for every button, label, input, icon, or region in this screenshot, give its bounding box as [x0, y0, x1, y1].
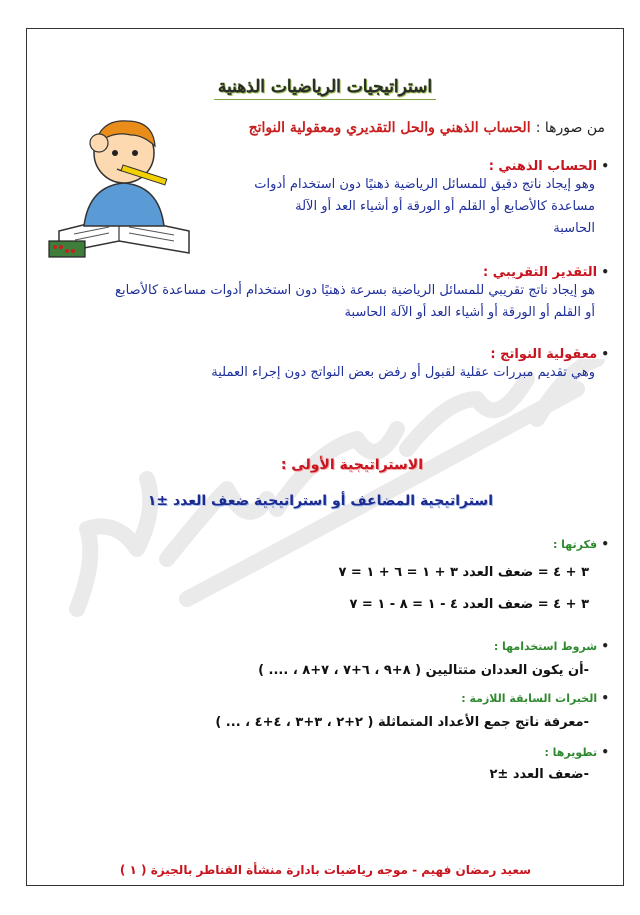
section-mental-arithmetic [189, 155, 609, 240]
text-line: أو القلم أو الورقة أو أشياء العد أو الآلة الحاسبة [344, 305, 595, 320]
section-heading: الحساب الذهني : [488, 159, 598, 174]
text-line: هو إيجاد ناتج تقريبي للمسائل الرياضية بسرعة ذهنيًا دون استخدام أدوات مساعدة كالأصابع [115, 283, 595, 298]
prior-line: -معرفة ناتج جمع الأعداد المتماثلة ( ٢+٢ ، ٣+٣ ، ٤+٤ ، ... ) [215, 715, 589, 730]
conditions-heading-row [494, 635, 609, 654]
page-footer: سعيد رمضان فهيم - موجه رياضيات بادارة منشأة القناطر بالجيزة ( ١ ) [119, 863, 531, 877]
bullet-dot: • [597, 159, 609, 173]
section-heading: التقدير التقريبي : [482, 265, 598, 280]
prior-heading: الخبرات السابقة اللازمة : [461, 692, 598, 705]
bullet-dot: • [597, 265, 609, 279]
idea-equation-1: ٣ + ٤ = ضعف العدد ٣ + ١ = ٦ + ١ = ٧ [338, 565, 589, 580]
page-title: استراتيجيات الرياضيات الذهنية [27, 77, 623, 97]
section-heading: معقولية النواتج : [490, 347, 598, 362]
idea-heading-row [553, 533, 609, 552]
intro-label: من صورها : [535, 120, 605, 136]
bullet-dot: • [597, 639, 609, 653]
strategy-name: استراتيجية المضاعف أو استراتيجية ضعف العدد ±١ [147, 493, 493, 509]
development-heading: تطويرها : [544, 746, 598, 759]
section-text [189, 174, 609, 240]
watermark-signature [57, 359, 617, 619]
section-text [49, 362, 609, 384]
text-line: مساعدة كالأصابع أو القلم أو الورقة أو أشياء العد أو الآلة [295, 199, 595, 214]
intro-line [185, 117, 605, 136]
text-line: وهو إيجاد ناتج دقيق للمسائل الرياضية ذهنيًا دون استخدام أدوات [254, 177, 595, 192]
development-line: -ضعف العدد ±٢ [489, 767, 589, 782]
conditions-line: -أن يكون العددان متتاليين ( ٨+٩ ، ٦+٧ ، ٧+٨ ، .... ) [258, 663, 589, 678]
worksheet-page [26, 28, 624, 886]
development-heading-row [544, 741, 609, 760]
boy-studying-illustration [39, 91, 199, 261]
bullet-dot: • [597, 347, 609, 361]
intro-value: الحساب الذهني والحل التقديري ومعقولية النواتج [248, 120, 531, 136]
section-reasonableness [49, 343, 609, 384]
bullet-dot: • [597, 691, 609, 705]
idea-equation-2: ٣ + ٤ = ضعف العدد ٤ - ١ = ٨ - ١ = ٧ [349, 597, 589, 612]
bullet-dot: • [597, 537, 609, 551]
strategy-label: الاستراتيجية الأولى : [280, 457, 423, 473]
section-text [49, 280, 609, 324]
conditions-heading: شروط استخدامها : [493, 640, 598, 653]
idea-heading: فكرتها : [552, 538, 598, 551]
prior-heading-row [461, 687, 609, 706]
bullet-dot: • [597, 745, 609, 759]
text-line: الحاسبة [553, 221, 595, 236]
section-estimation [49, 261, 609, 324]
text-line: وهي تقديم مبررات عقلية لقبول أو رفض بعض النواتج دون إجراء العملية [211, 365, 595, 380]
